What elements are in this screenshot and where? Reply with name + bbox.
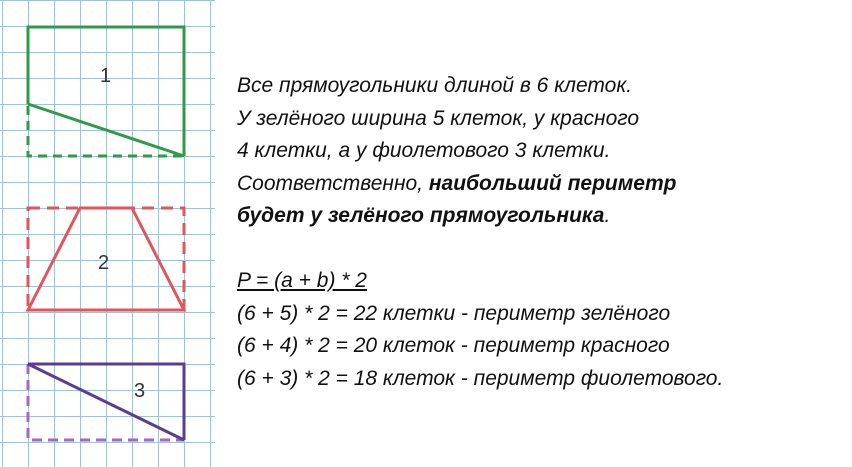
figure-2-red xyxy=(28,208,184,310)
explanation-line-5-suffix: . xyxy=(604,204,611,227)
explanation-line-4-bold: наибольший периметр xyxy=(428,171,677,195)
formula-purple: (6 + 3) * 2 = 18 клеток - периметр фиолетового. xyxy=(237,366,724,390)
explanation-line-2: У зелёного ширина 5 клеток, у красного xyxy=(237,106,640,130)
explanation-line-5 xyxy=(237,200,837,233)
figure-2-label: 2 xyxy=(98,252,110,274)
explanation-line-3: 4 клетки, а у фиолетового 3 клетки. xyxy=(237,139,611,162)
formula-green: (6 + 5) * 2 = 22 клетки - периметр зелёного xyxy=(237,301,671,325)
grid-paper xyxy=(0,0,215,467)
figures-drawing xyxy=(0,0,215,467)
formula-red: (6 + 4) * 2 = 20 клеток - периметр красного xyxy=(237,334,670,357)
figure-3-label: 3 xyxy=(134,380,146,402)
formula-general: P = (a + b) * 2 xyxy=(237,269,367,292)
figure-3-purple xyxy=(28,364,184,440)
figure-1-diagonal xyxy=(28,104,184,156)
explanation-line-1: Все прямоугольники длиной в 6 клеток. xyxy=(237,74,633,97)
figure-1-outline xyxy=(28,27,184,156)
solution-text xyxy=(237,70,837,395)
spacer xyxy=(237,233,837,266)
explanation-line-4-prefix: Соответственно, xyxy=(237,171,429,195)
explanation-line-5-bold: будет у зелёного прямоугольника xyxy=(237,204,605,227)
figure-1-green xyxy=(28,27,184,156)
figure-1-label: 1 xyxy=(100,65,112,87)
explanation-line-4 xyxy=(237,168,837,201)
figure-3-diagonal xyxy=(28,364,184,440)
